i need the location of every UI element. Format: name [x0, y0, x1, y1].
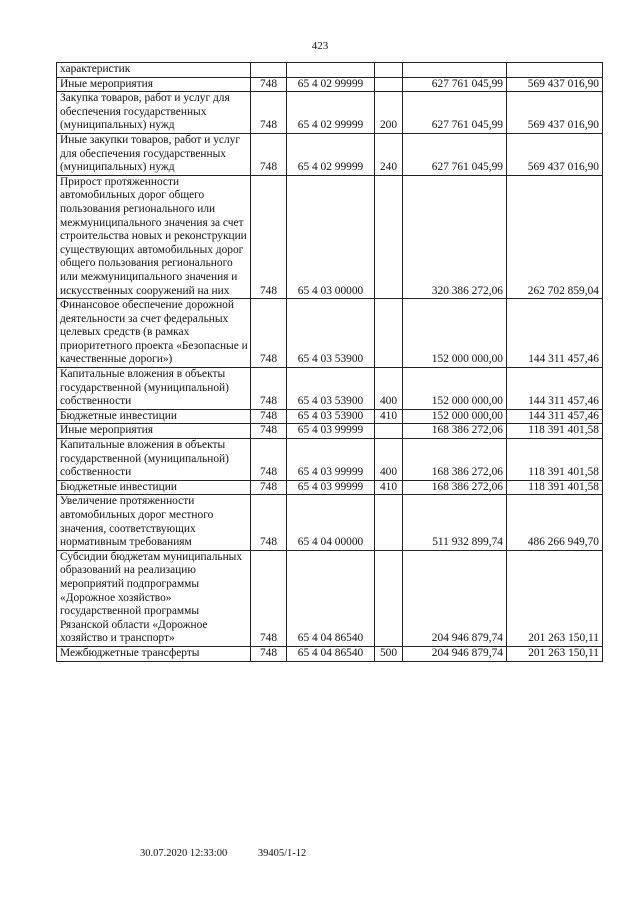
row-name: Прирост протяженности автомобильных дорог общего пользования регионального или межмуниципального значения за счет строительства новых и реконструкции существующих автомобильных дорог общего пользования регионального или межмуниципального значения и искусственных сооружений на них	[57, 175, 251, 298]
row-amount-planned: 627 761 045,99	[403, 92, 507, 134]
footer-timestamp: 30.07.2020 12:33:00	[140, 848, 228, 859]
row-expense-type	[375, 299, 403, 368]
row-target-article	[287, 63, 375, 78]
row-dept-code: 748	[251, 550, 287, 646]
table-row	[57, 646, 603, 661]
row-amount-executed: 144 311 457,46	[507, 299, 603, 368]
row-name: Бюджетные инвестиции	[57, 480, 251, 495]
row-target-article: 65 4 03 00000	[287, 175, 375, 298]
row-name: Капитальные вложения в объекты государственной (муниципальной) собственности	[57, 368, 251, 410]
row-dept-code	[251, 63, 287, 78]
footer-doc-id: 39405/1-12	[257, 848, 307, 859]
row-target-article: 65 4 04 00000	[287, 495, 375, 550]
row-target-article: 65 4 03 53900	[287, 368, 375, 410]
row-name: характеристик	[57, 63, 251, 78]
budget-table-body	[57, 63, 603, 662]
row-name: Финансовое обеспечение дорожной деятельности за счет федеральных целевых средств (в рамках приоритетного проекта «Безопасные и качественные дороги»)	[57, 299, 251, 368]
budget-table	[56, 62, 603, 662]
page-number: 423	[311, 40, 329, 52]
row-amount-planned	[403, 63, 507, 78]
row-dept-code: 748	[251, 409, 287, 424]
row-name: Иные мероприятия	[57, 424, 251, 439]
row-target-article: 65 4 03 53900	[287, 299, 375, 368]
row-amount-executed: 486 266 949,70	[507, 495, 603, 550]
row-dept-code: 748	[251, 480, 287, 495]
row-expense-type: 410	[375, 480, 403, 495]
row-dept-code: 748	[251, 439, 287, 481]
row-target-article: 65 4 03 53900	[287, 409, 375, 424]
table-row	[57, 299, 603, 368]
row-expense-type: 400	[375, 439, 403, 481]
table-row	[57, 63, 603, 78]
row-expense-type: 500	[375, 646, 403, 661]
table-row	[57, 424, 603, 439]
row-target-article: 65 4 02 99999	[287, 133, 375, 175]
row-expense-type	[375, 77, 403, 92]
row-amount-planned: 511 932 899,74	[403, 495, 507, 550]
row-expense-type	[375, 550, 403, 646]
row-amount-executed: 201 263 150,11	[507, 550, 603, 646]
row-amount-planned: 168 386 272,06	[403, 480, 507, 495]
row-name: Закупка товаров, работ и услуг для обеспечения государственных (муниципальных) нужд	[57, 92, 251, 134]
row-name: Увеличение протяженности автомобильных дорог местного значения, соответствующих нормативным требованиям	[57, 495, 251, 550]
table-row	[57, 175, 603, 298]
row-name: Иные закупки товаров, работ и услуг для обеспечения государственных (муниципальных) нужд	[57, 133, 251, 175]
row-amount-executed: 262 702 859,04	[507, 175, 603, 298]
row-target-article: 65 4 03 99999	[287, 480, 375, 495]
row-dept-code: 748	[251, 299, 287, 368]
table-row	[57, 495, 603, 550]
table-row	[57, 368, 603, 410]
row-dept-code: 748	[251, 495, 287, 550]
row-expense-type: 410	[375, 409, 403, 424]
row-amount-planned: 204 946 879,74	[403, 646, 507, 661]
row-amount-planned: 152 000 000,00	[403, 409, 507, 424]
row-dept-code: 748	[251, 646, 287, 661]
row-target-article: 65 4 04 86540	[287, 550, 375, 646]
row-dept-code: 748	[251, 424, 287, 439]
row-amount-planned: 168 386 272,06	[403, 439, 507, 481]
row-target-article: 65 4 03 99999	[287, 424, 375, 439]
row-target-article: 65 4 03 99999	[287, 439, 375, 481]
table-row	[57, 439, 603, 481]
row-amount-executed: 118 391 401,58	[507, 480, 603, 495]
row-amount-executed: 144 311 457,46	[507, 368, 603, 410]
row-name: Иные мероприятия	[57, 77, 251, 92]
row-expense-type	[375, 175, 403, 298]
table-row	[57, 133, 603, 175]
row-amount-planned: 204 946 879,74	[403, 550, 507, 646]
row-name: Межбюджетные трансферты	[57, 646, 251, 661]
table-row	[57, 409, 603, 424]
row-dept-code: 748	[251, 133, 287, 175]
row-dept-code: 748	[251, 175, 287, 298]
row-amount-planned: 168 386 272,06	[403, 424, 507, 439]
row-amount-executed	[507, 63, 603, 78]
row-amount-planned: 627 761 045,99	[403, 77, 507, 92]
row-amount-executed: 144 311 457,46	[507, 409, 603, 424]
table-row	[57, 92, 603, 134]
row-amount-executed: 569 437 016,90	[507, 133, 603, 175]
row-dept-code: 748	[251, 77, 287, 92]
row-amount-planned: 320 386 272,06	[403, 175, 507, 298]
row-target-article: 65 4 02 99999	[287, 92, 375, 134]
row-name: Субсидии бюджетам муниципальных образований на реализацию мероприятий подпрограммы «Дорожное хозяйство» государственной программы Рязанской области «Дорожное хозяйство и транспорт»	[57, 550, 251, 646]
row-amount-planned: 152 000 000,00	[403, 299, 507, 368]
row-target-article: 65 4 02 99999	[287, 77, 375, 92]
row-amount-executed: 118 391 401,58	[507, 424, 603, 439]
row-amount-executed: 118 391 401,58	[507, 439, 603, 481]
row-name: Капитальные вложения в объекты государственной (муниципальной) собственности	[57, 439, 251, 481]
row-dept-code: 748	[251, 368, 287, 410]
table-row	[57, 550, 603, 646]
row-target-article: 65 4 04 86540	[287, 646, 375, 661]
row-dept-code: 748	[251, 92, 287, 134]
row-amount-executed: 569 437 016,90	[507, 77, 603, 92]
row-expense-type: 400	[375, 368, 403, 410]
row-name: Бюджетные инвестиции	[57, 409, 251, 424]
row-amount-planned: 627 761 045,99	[403, 133, 507, 175]
row-expense-type	[375, 424, 403, 439]
row-expense-type	[375, 63, 403, 78]
row-amount-planned: 152 000 000,00	[403, 368, 507, 410]
table-row	[57, 77, 603, 92]
footer	[140, 848, 306, 859]
row-amount-executed: 201 263 150,11	[507, 646, 603, 661]
row-expense-type: 200	[375, 92, 403, 134]
row-expense-type: 240	[375, 133, 403, 175]
row-expense-type	[375, 495, 403, 550]
table-row	[57, 480, 603, 495]
row-amount-executed: 569 437 016,90	[507, 92, 603, 134]
